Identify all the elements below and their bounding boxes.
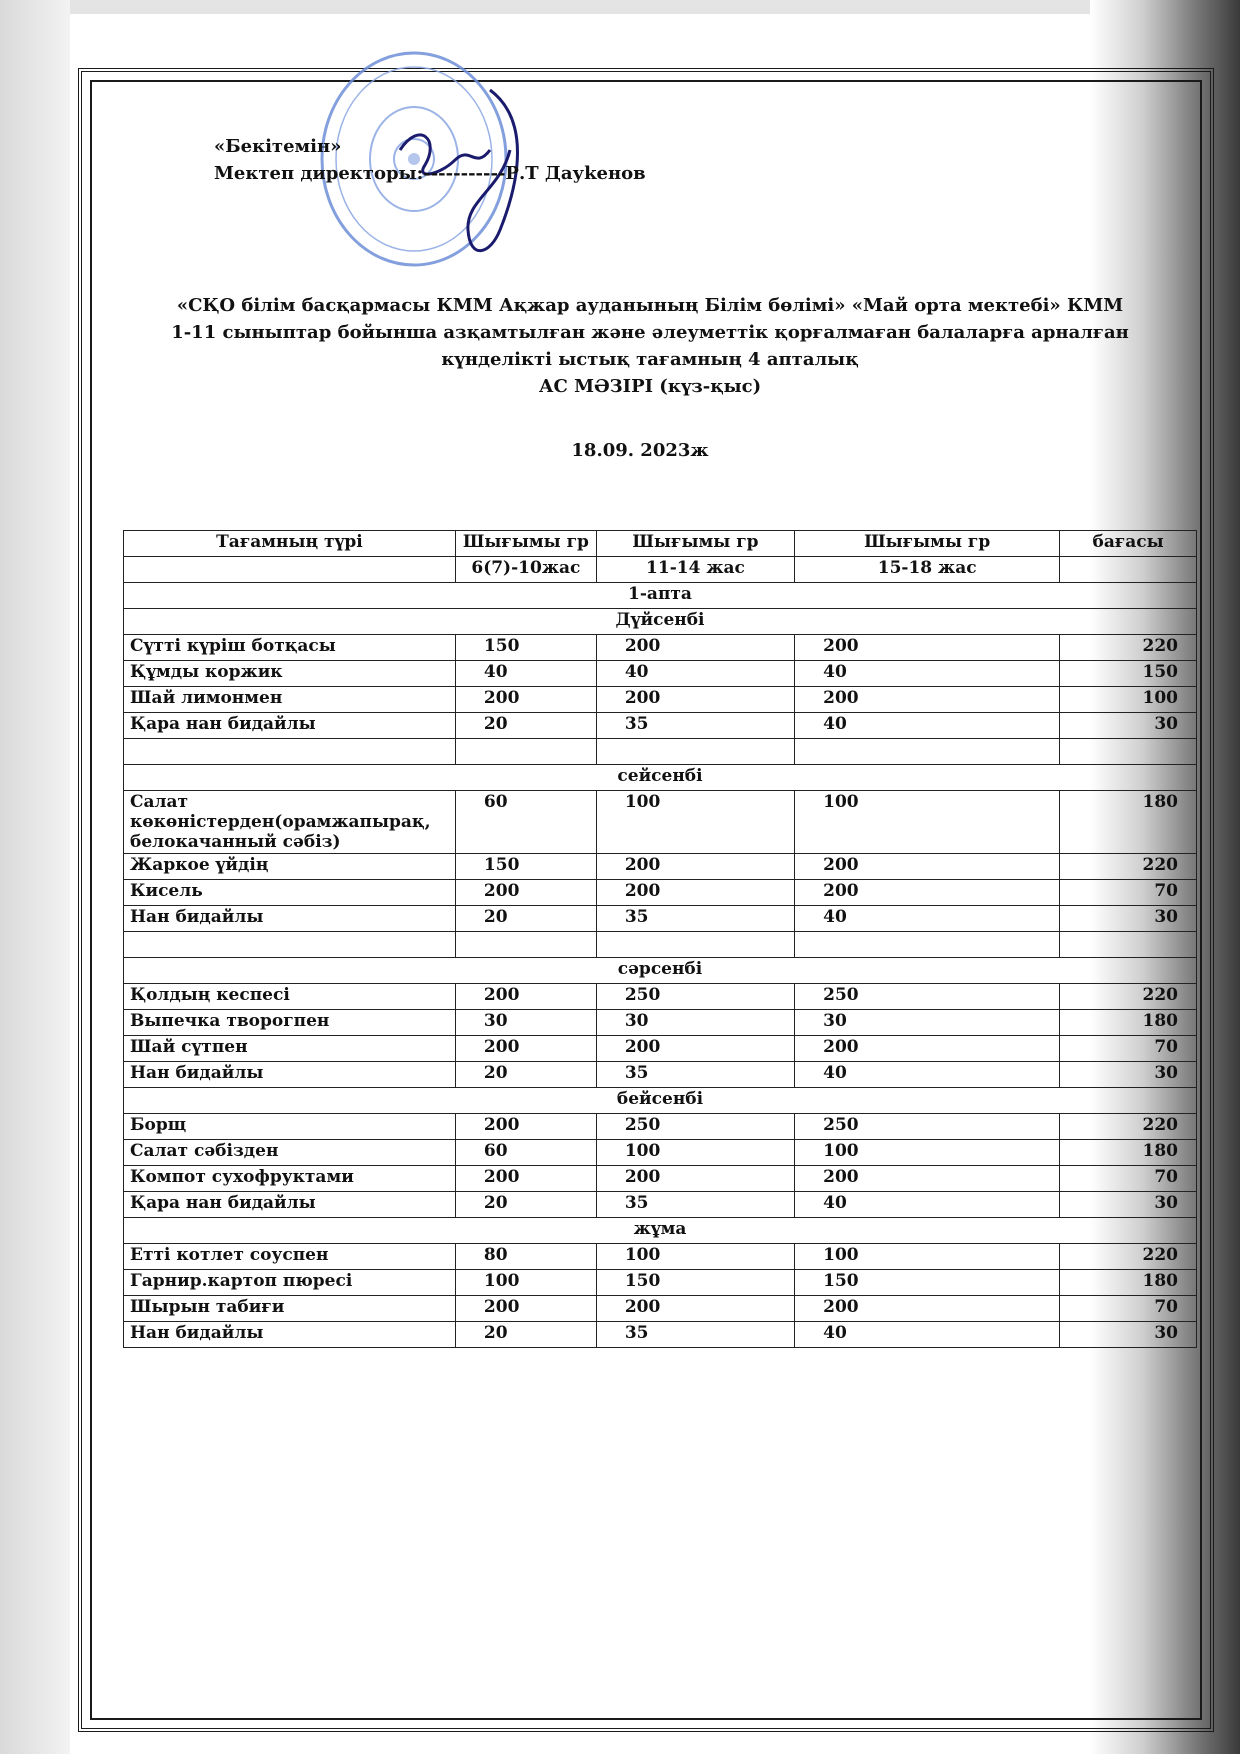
price-cell: 220 (1060, 1114, 1197, 1140)
spacer-cell (124, 932, 456, 958)
yield-11-14-cell: 200 (596, 635, 794, 661)
price-cell: 150 (1060, 661, 1197, 687)
table-header-row (124, 531, 1197, 557)
table-row (124, 1166, 1197, 1192)
table-row (124, 1140, 1197, 1166)
yield-11-14-cell: 100 (596, 1244, 794, 1270)
document-date: 18.09. 2023ж (571, 440, 709, 461)
table-row (124, 984, 1197, 1010)
header-yield-3: Шығымы гр (795, 531, 1060, 557)
day-label: бейсенбі (124, 1088, 1197, 1114)
age-group-row (124, 557, 1197, 583)
dish-cell: Нан бидайлы (124, 1322, 456, 1348)
yield-15-18-cell: 30 (795, 1010, 1060, 1036)
age-group-empty (124, 557, 456, 583)
yield-6-10-cell: 150 (455, 854, 596, 880)
yield-6-10-cell: 20 (455, 1322, 596, 1348)
yield-15-18-cell: 200 (795, 635, 1060, 661)
price-cell: 70 (1060, 880, 1197, 906)
heading-line-4: АС МӘЗІРІ (күз-қыс) (538, 376, 762, 397)
yield-15-18-cell: 40 (795, 713, 1060, 739)
table-row (124, 687, 1197, 713)
age-group-2: 11-14 жас (596, 557, 794, 583)
yield-15-18-cell: 40 (795, 1062, 1060, 1088)
yield-6-10-cell: 200 (455, 1114, 596, 1140)
yield-15-18-cell: 200 (795, 1036, 1060, 1062)
yield-11-14-cell: 250 (596, 984, 794, 1010)
yield-15-18-cell: 100 (795, 1140, 1060, 1166)
yield-11-14-cell: 200 (596, 880, 794, 906)
day-label: жұма (124, 1218, 1197, 1244)
spacer-cell (795, 739, 1060, 765)
yield-6-10-cell: 20 (455, 906, 596, 932)
header-dish-type: Тағамның түрі (124, 531, 456, 557)
yield-11-14-cell: 200 (596, 1036, 794, 1062)
price-cell: 180 (1060, 1140, 1197, 1166)
table-row (124, 1244, 1197, 1270)
dish-cell: Гарнир.картоп пюресі (124, 1270, 456, 1296)
table-row (124, 661, 1197, 687)
table-row (124, 635, 1197, 661)
table-row (124, 1270, 1197, 1296)
price-cell: 30 (1060, 906, 1197, 932)
day-label: Дүйсенбі (124, 609, 1197, 635)
table-row (124, 1114, 1197, 1140)
yield-11-14-cell: 200 (596, 1166, 794, 1192)
price-cell: 220 (1060, 635, 1197, 661)
yield-6-10-cell: 30 (455, 1010, 596, 1036)
yield-6-10-cell: 20 (455, 713, 596, 739)
day-row (124, 958, 1197, 984)
yield-15-18-cell: 200 (795, 880, 1060, 906)
yield-6-10-cell: 200 (455, 880, 596, 906)
yield-6-10-cell: 20 (455, 1192, 596, 1218)
day-row (124, 609, 1197, 635)
table-row (124, 1036, 1197, 1062)
approval-director-line: Мектеп директоры:-----------Р.Т Дауkенов (214, 163, 646, 184)
scan-edge-left (0, 0, 70, 1754)
yield-15-18-cell: 200 (795, 854, 1060, 880)
price-cell: 70 (1060, 1166, 1197, 1192)
table-row (124, 1062, 1197, 1088)
dish-cell: Салат көкөністерден(орамжапырақ, белокачанный сәбіз) (124, 791, 456, 854)
age-group-price-empty (1060, 557, 1197, 583)
dish-cell: Қара нан бидайлы (124, 1192, 456, 1218)
yield-6-10-cell: 200 (455, 1036, 596, 1062)
yield-11-14-cell: 35 (596, 906, 794, 932)
price-cell: 30 (1060, 1062, 1197, 1088)
dish-cell: Выпечка творогпен (124, 1010, 456, 1036)
spacer-cell (455, 739, 596, 765)
header-yield-1: Шығымы гр (455, 531, 596, 557)
table-row (124, 1192, 1197, 1218)
yield-15-18-cell: 200 (795, 687, 1060, 713)
yield-6-10-cell: 200 (455, 1166, 596, 1192)
price-cell: 180 (1060, 1010, 1197, 1036)
yield-15-18-cell: 40 (795, 661, 1060, 687)
spacer-cell (795, 932, 1060, 958)
day-row (124, 1218, 1197, 1244)
yield-11-14-cell: 35 (596, 1322, 794, 1348)
price-cell: 70 (1060, 1036, 1197, 1062)
table-row (124, 880, 1197, 906)
dish-cell: Нан бидайлы (124, 906, 456, 932)
yield-15-18-cell: 40 (795, 906, 1060, 932)
spacer-cell (596, 932, 794, 958)
yield-11-14-cell: 35 (596, 713, 794, 739)
day-label: сейсенбі (124, 765, 1197, 791)
yield-6-10-cell: 80 (455, 1244, 596, 1270)
yield-6-10-cell: 100 (455, 1270, 596, 1296)
week-label: 1-апта (124, 583, 1197, 609)
age-group-1: 6(7)-10жас (455, 557, 596, 583)
yield-11-14-cell: 250 (596, 1114, 794, 1140)
table-row (124, 1296, 1197, 1322)
dish-cell: Компот сухофруктами (124, 1166, 456, 1192)
table-row (124, 791, 1197, 854)
yield-15-18-cell: 200 (795, 1296, 1060, 1322)
header-yield-2: Шығымы гр (596, 531, 794, 557)
heading-line-3: күнделікті ыстық тағамның 4 апталық (441, 349, 859, 370)
table-row (124, 1322, 1197, 1348)
dish-cell: Қара нан бидайлы (124, 713, 456, 739)
yield-15-18-cell: 100 (795, 1244, 1060, 1270)
dish-cell: Жаркое үйдің (124, 854, 456, 880)
dish-cell: Нан бидайлы (124, 1062, 456, 1088)
yield-15-18-cell: 40 (795, 1192, 1060, 1218)
price-cell: 70 (1060, 1296, 1197, 1322)
yield-6-10-cell: 60 (455, 1140, 596, 1166)
dish-cell: Етті котлет соуспен (124, 1244, 456, 1270)
price-cell: 180 (1060, 791, 1197, 854)
heading-line-2: 1-11 сыныптар бойынша азқамтылған және әлеуметтік қорғалмаған балаларға арналған (171, 322, 1129, 343)
spacer-cell (455, 932, 596, 958)
yield-6-10-cell: 40 (455, 661, 596, 687)
spacer-cell (596, 739, 794, 765)
yield-15-18-cell: 150 (795, 1270, 1060, 1296)
heading-line-1: «СҚО білім басқармасы КММ Ақжар ауданының Білім бөлімі» «Май орта мектебі» КММ (176, 295, 1124, 316)
dish-cell: Шырын табиғи (124, 1296, 456, 1322)
price-cell: 220 (1060, 984, 1197, 1010)
table-row (124, 713, 1197, 739)
dish-cell: Борщ (124, 1114, 456, 1140)
spacer-cell (124, 739, 456, 765)
table-row (124, 906, 1197, 932)
document-heading (150, 292, 1150, 400)
menu-table (123, 530, 1197, 1348)
yield-6-10-cell: 200 (455, 984, 596, 1010)
spacer-row (124, 932, 1197, 958)
yield-11-14-cell: 200 (596, 1296, 794, 1322)
yield-11-14-cell: 150 (596, 1270, 794, 1296)
day-row (124, 1088, 1197, 1114)
approval-block (214, 133, 646, 187)
header-price: бағасы (1060, 531, 1197, 557)
yield-6-10-cell: 150 (455, 635, 596, 661)
price-cell: 100 (1060, 687, 1197, 713)
week-row (124, 583, 1197, 609)
dish-cell: Шай сүтпен (124, 1036, 456, 1062)
yield-11-14-cell: 100 (596, 1140, 794, 1166)
price-cell: 30 (1060, 1322, 1197, 1348)
yield-15-18-cell: 100 (795, 791, 1060, 854)
day-label: сәрсенбі (124, 958, 1197, 984)
price-cell: 220 (1060, 1244, 1197, 1270)
yield-6-10-cell: 200 (455, 1296, 596, 1322)
spacer-cell (1060, 739, 1197, 765)
price-cell: 220 (1060, 854, 1197, 880)
spacer-cell (1060, 932, 1197, 958)
dish-cell: Қолдың кеспесі (124, 984, 456, 1010)
dish-cell: Салат сәбізден (124, 1140, 456, 1166)
yield-11-14-cell: 40 (596, 661, 794, 687)
yield-6-10-cell: 60 (455, 791, 596, 854)
spacer-row (124, 739, 1197, 765)
yield-15-18-cell: 200 (795, 1166, 1060, 1192)
table-row (124, 1010, 1197, 1036)
yield-6-10-cell: 200 (455, 687, 596, 713)
yield-15-18-cell: 250 (795, 984, 1060, 1010)
table-row (124, 854, 1197, 880)
yield-11-14-cell: 35 (596, 1062, 794, 1088)
yield-15-18-cell: 250 (795, 1114, 1060, 1140)
yield-6-10-cell: 20 (455, 1062, 596, 1088)
yield-15-18-cell: 40 (795, 1322, 1060, 1348)
price-cell: 30 (1060, 1192, 1197, 1218)
dish-cell: Сүтті күріш ботқасы (124, 635, 456, 661)
price-cell: 180 (1060, 1270, 1197, 1296)
dish-cell: Кисель (124, 880, 456, 906)
yield-11-14-cell: 100 (596, 791, 794, 854)
approval-title: «Бекітемін» (214, 136, 342, 157)
price-cell: 30 (1060, 713, 1197, 739)
yield-11-14-cell: 200 (596, 687, 794, 713)
yield-11-14-cell: 35 (596, 1192, 794, 1218)
dish-cell: Құмды коржик (124, 661, 456, 687)
scan-edge-top (0, 0, 1240, 14)
dish-cell: Шай лимонмен (124, 687, 456, 713)
day-row (124, 765, 1197, 791)
age-group-3: 15-18 жас (795, 557, 1060, 583)
yield-11-14-cell: 30 (596, 1010, 794, 1036)
yield-11-14-cell: 200 (596, 854, 794, 880)
